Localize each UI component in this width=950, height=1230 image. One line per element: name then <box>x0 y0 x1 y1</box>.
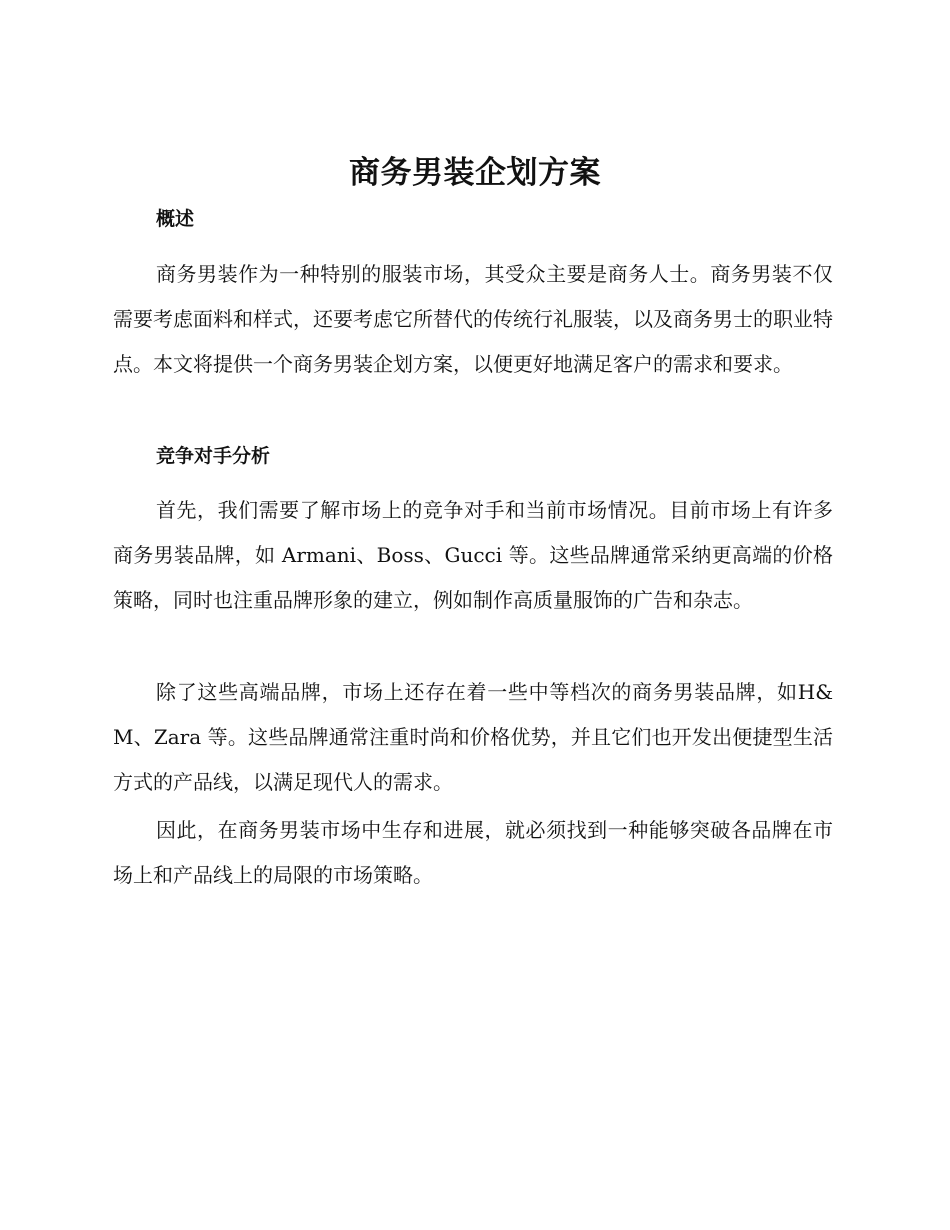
paragraph-competitors-3: 因此，在商务男装市场中生存和进展，就必须找到一种能够突破各品牌在市场上和产品线上的局限的市场策略。 <box>113 818 833 887</box>
section-heading-competitor-analysis: 竞争对手分析 <box>156 445 271 467</box>
section-heading-overview: 概述 <box>156 208 195 230</box>
paragraph-competitors-1: 首先，我们需要了解市场上的竞争对手和当前市场情况。目前市场上有许多商务男装品牌，如 Armani、Boss、Gucci 等。这些品牌通常采纳更高端的价格策略，同时也注重品牌形象的建立，例如制作高质量服饰的广告和杂志。 <box>113 498 833 612</box>
paragraph-competitors-2: 除了这些高端品牌，市场上还存在着一些中等档次的商务男装品牌，如H&M、Zara 等。这些品牌通常注重时尚和价格优势，并且它们也开发出便捷型生活方式的产品线，以满足现代人的需求。 <box>113 680 833 794</box>
document-title: 商务男装企划方案 <box>349 155 601 191</box>
paragraph-overview: 商务男装作为一种特别的服装市场，其受众主要是商务人士。商务男装不仅需要考虑面料和样式，还要考虑它所替代的传统行礼服装，以及商务男士的职业特点。本文将提供一个商务男装企划方案，以便更好地满足客户的需求和要求。 <box>113 262 833 376</box>
